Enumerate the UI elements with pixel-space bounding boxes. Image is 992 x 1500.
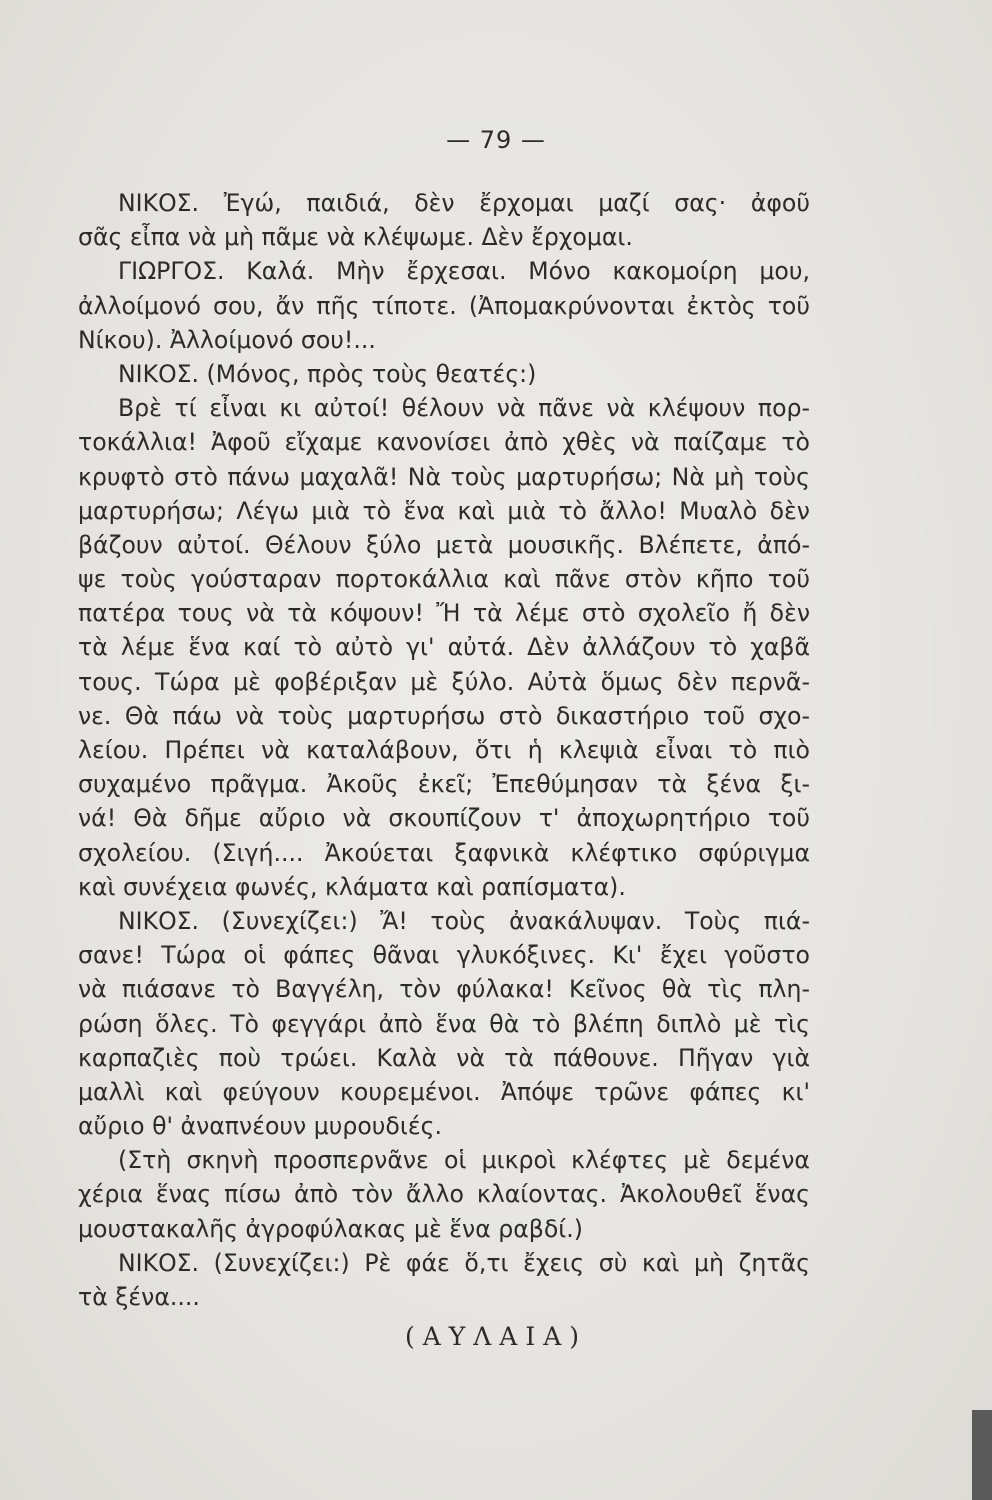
page-number: — 79 —	[446, 126, 546, 154]
text-line: νε. Θὰ πάω νὰ τοὺς μαρτυρήσω στὸ δικαστήριο τοῦ σχο-	[78, 701, 810, 730]
text-line: κρυφτὸ στὸ πάνω μαχαλᾶ! Νὰ τοὺς μαρτυρήσω; Νὰ μὴ τοὺς	[78, 462, 810, 491]
text-line: μουστακαλῆς ἀγροφύλακας μὲ ἕνα ραβδί.)	[78, 1214, 583, 1243]
text-line: τοκάλλια! Ἀφοῦ εἴχαμε κανονίσει ἀπὸ χθὲς νὰ παίζαμε τὸ	[78, 428, 810, 457]
text-body	[78, 186, 810, 1314]
text-line: ΝΙΚΟΣ. (Συνεχίζει:) Ἄ! τοὺς ἀνακάλυψαν. Τοὺς πιά-	[118, 906, 810, 935]
text-line: σχολείου. (Σιγή.... Ἀκούεται ξαφνικὰ κλέφτικο σφύριγμα	[78, 838, 810, 867]
text-line: τὰ ξένα....	[78, 1283, 200, 1311]
curtain-label: (ΑΥΛΑΙΑ)	[404, 1322, 588, 1351]
text-line: καρπαζιὲς ποὺ τρώει. Καλὰ νὰ τὰ πάθουνε. Πῆγαν γιὰ	[78, 1043, 810, 1072]
text-line: σανε! Τώρα οἱ φάπες θᾶναι γλυκόξινες. Κι' ἔχει γοῦστο	[78, 941, 810, 970]
text-line: τους. Τώρα μὲ φοβέριξαν μὲ ξύλο. Αὐτὰ ὅμως δὲν περνᾶ-	[78, 667, 810, 696]
text-line: νὰ πιάσανε τὸ Βαγγέλη, τὸν φύλακα! Κεῖνος θὰ τὶς πλη-	[78, 975, 810, 1004]
text-line: τὰ λέμε ἕνα καί τὸ αὐτὸ γι' αὐτά. Δὲν ἀλλάζουν τὸ χαβᾶ	[78, 633, 810, 662]
text-line: αὔριο θ' ἀναπνέουν μυρουδιές.	[78, 1112, 442, 1141]
text-line: ΝΙΚΟΣ. (Συνεχίζει:) Ρὲ φάε ὅ,τι ἔχεις σὺ καὶ μὴ ζητᾶς	[118, 1248, 810, 1277]
text-line: μαλλὶ καὶ φεύγουν κουρεμένοι. Ἀπόψε τρῶνε φάπες κι'	[78, 1077, 810, 1106]
text-line: λείου. Πρέπει νὰ καταλάβουν, ὅτι ἡ κλεψιὰ εἶναι τὸ πιὸ	[78, 736, 810, 764]
text-line: ΓΙΩΡΓΟΣ. Καλά. Μὴν ἔρχεσαι. Μόνο κακομοίρη μου,	[118, 257, 810, 286]
text-line: πατέρα τους νὰ τὰ κόψουν! Ἤ τὰ λέμε στὸ σχολεῖο ἤ δὲν	[78, 599, 810, 628]
text-line: ψε τοὺς γούσταραν πορτοκάλλια καὶ πᾶνε στὸν κῆπο τοῦ	[78, 565, 810, 594]
text-line: Βρὲ τί εἶναι κι αὐτοί! θέλουν νὰ πᾶνε νὰ κλέψουν πορ-	[118, 394, 810, 423]
text-line: χέρια ἕνας πίσω ἀπὸ τὸν ἄλλο κλαίοντας. Ἀκολουθεῖ ἕνας	[78, 1180, 810, 1209]
text-line: συχαμένο πρᾶγμα. Ἀκοῦς ἐκεῖ; Ἐπεθύμησαν τὰ ξένα ξι-	[78, 770, 810, 799]
text-line: σᾶς εἶπα νὰ μὴ πᾶμε νὰ κλέψωμε. Δὲν ἔρχομαι.	[78, 223, 633, 252]
text-line: ἀλλοίμονό σου, ἄν πῆς τίποτε. (Ἀπομακρύνονται ἐκτὸς τοῦ	[78, 291, 810, 320]
page-edge-shadow	[972, 1410, 992, 1500]
text-line: βάζουν αὐτοί. Θέλουν ξύλο μετὰ μουσικῆς. Βλέπετε, ἀπό-	[78, 530, 810, 559]
text-line: (Στὴ σκηνὴ προσπερνᾶνε οἱ μικροὶ κλέφτες μὲ δεμένα	[118, 1146, 810, 1175]
text-line: ΝΙΚΟΣ. (Μόνος, πρὸς τοὺς θεατές:)	[118, 359, 537, 388]
text-line: μαρτυρήσω; Λέγω μιὰ τὸ ἕνα καὶ μιὰ τὸ ἄλλο! Μυαλὸ δὲν	[78, 496, 810, 525]
text-line: ΝΙΚΟΣ. Ἐγώ, παιδιά, δὲν ἔρχομαι μαζί σας· ἀφοῦ	[118, 189, 810, 217]
text-line: καὶ συνέχεια φωνές, κλάματα καὶ ραπίσματα).	[78, 872, 626, 901]
text-line: Νίκου). Ἀλλοίμονό σου!...	[78, 325, 376, 354]
text-line: νά! Θὰ δῆμε αὔριο νὰ σκουπίζουν τ' ἀποχωρητήριο τοῦ	[78, 804, 810, 833]
text-line: ρώση ὅλες. Τὸ φεγγάρι ἀπὸ ἕνα θὰ τὸ βλέπη διπλὸ μὲ τὶς	[78, 1009, 810, 1038]
